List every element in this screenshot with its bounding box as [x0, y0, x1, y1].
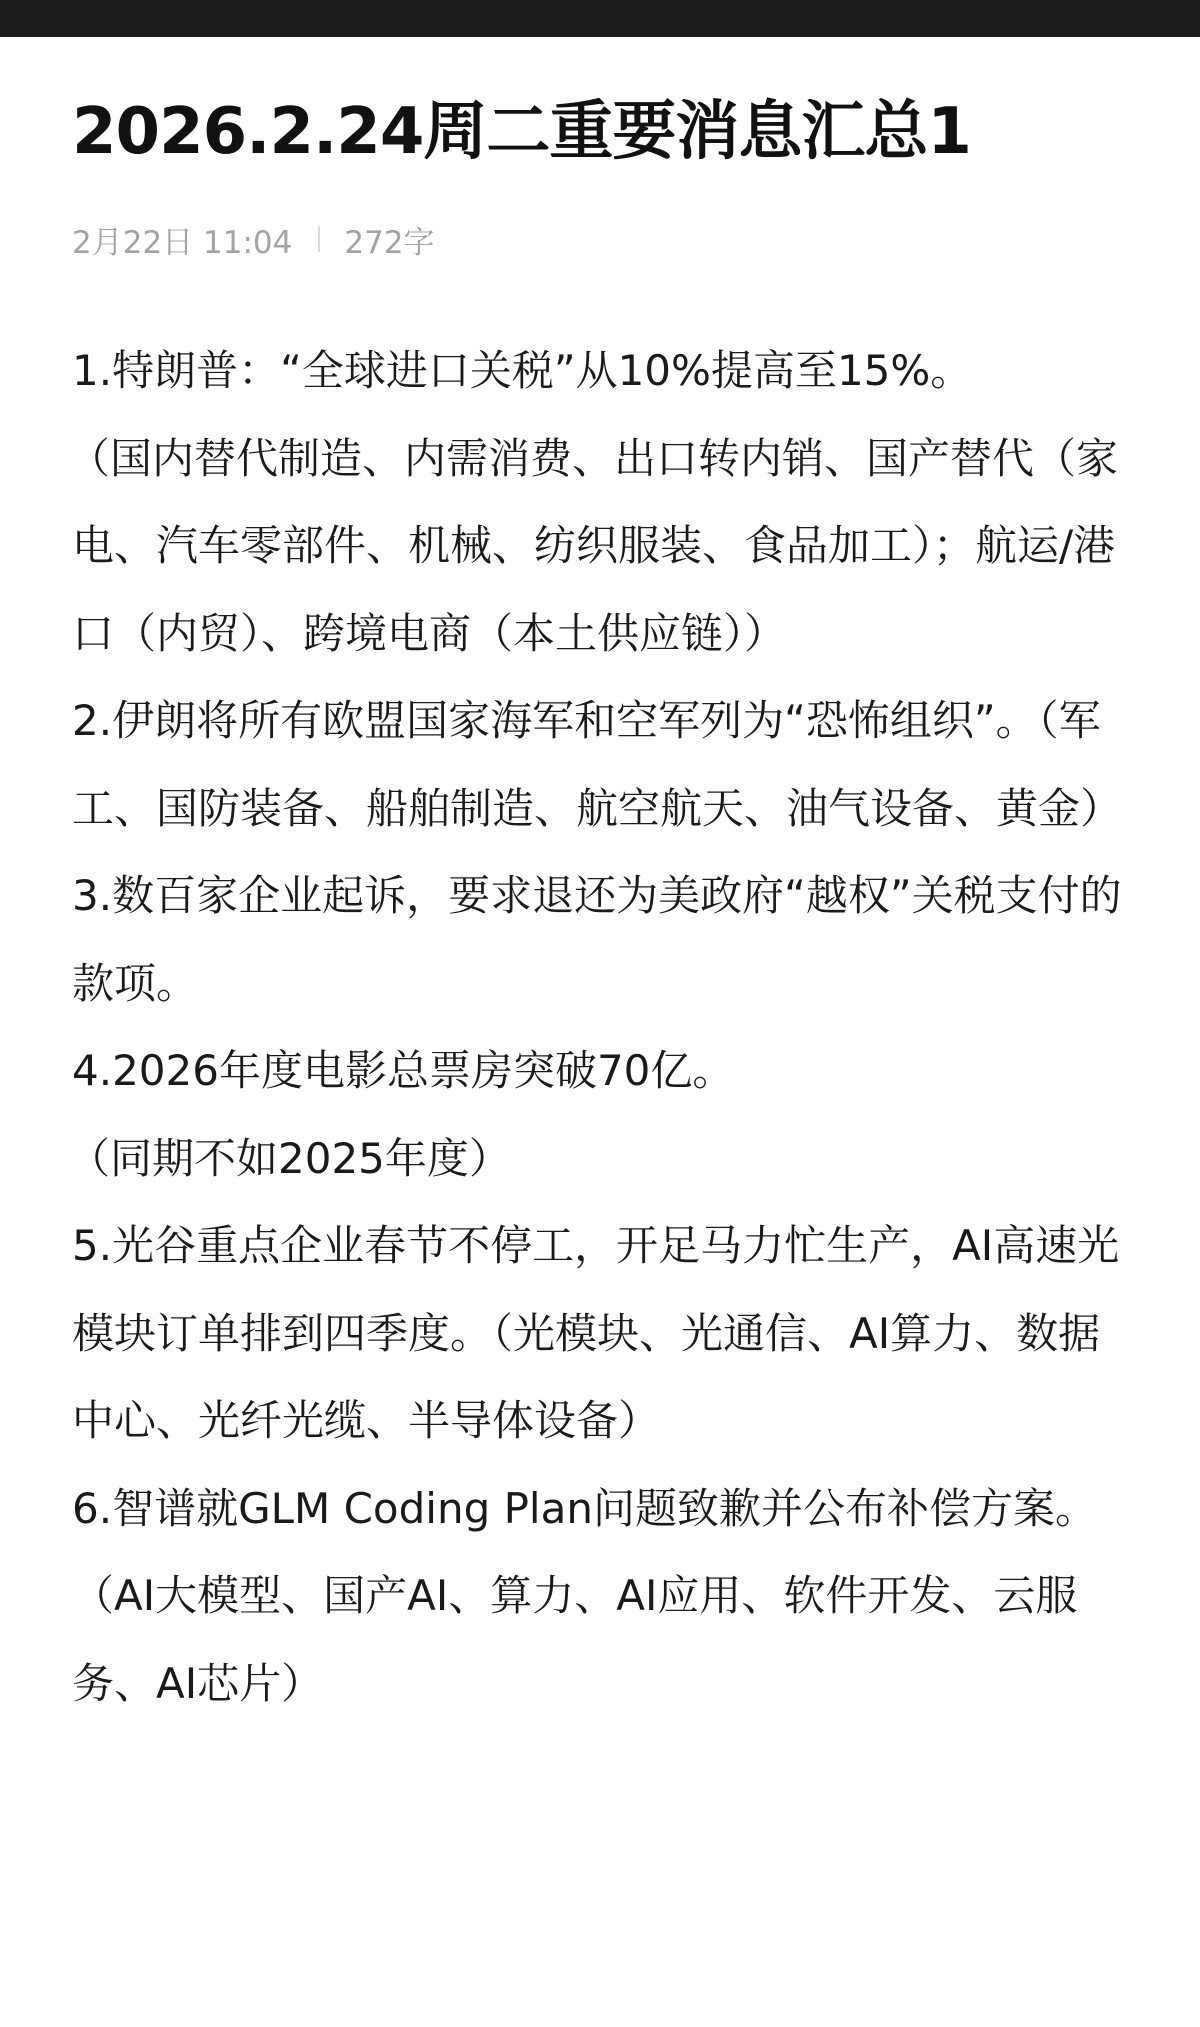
article-body	[68, 327, 1140, 1727]
news-item-2: 2.伊朗将所有欧盟国家海军和空军列为“恐怖组织”。（军工、国防装备、船舶制造、航空航天、油气设备、黄金）	[72, 696, 1123, 833]
article-title: 2026.2.24周二重要消息汇总1	[72, 95, 971, 169]
publish-date: 2月22日 11:04	[72, 224, 293, 261]
news-item-6: 6.智谱就GLM Coding Plan问题致歉并公布补偿方案。（AI大模型、国产AI、算力、AI应用、软件开发、云服务、AI芯片）	[72, 1483, 1097, 1708]
article-meta	[72, 219, 1140, 259]
news-item-3: 3.数百家企业起诉，要求退还为美政府“越权”关税支付的款项。	[72, 871, 1122, 1008]
news-item-4-note: （同期不如2025年度）	[68, 1133, 511, 1183]
news-item-5: 5.光谷重点企业春节不停工，开足马力忙生产，AI高速光模块订单排到四季度。（光模块、光通信、AI算力、数据中心、光纤光缆、半导体设备）	[72, 1221, 1120, 1445]
news-item-1-note: （国内替代制造、内需消费、出口转内销、国产替代（家电、汽车零部件、机械、纺织服装、食品加工）；航运/港口（内贸）、跨境电商（本土供应链））	[68, 433, 1119, 658]
news-item-4: 4.2026年度电影总票房突破70亿。	[72, 1046, 735, 1095]
word-count: 272字	[344, 224, 435, 261]
top-status-bar	[0, 0, 1200, 37]
news-item-1: 1.特朗普：“全球进口关税”从10%提高至15%。	[72, 346, 973, 395]
meta-divider	[318, 226, 320, 252]
article	[68, 37, 1140, 1727]
